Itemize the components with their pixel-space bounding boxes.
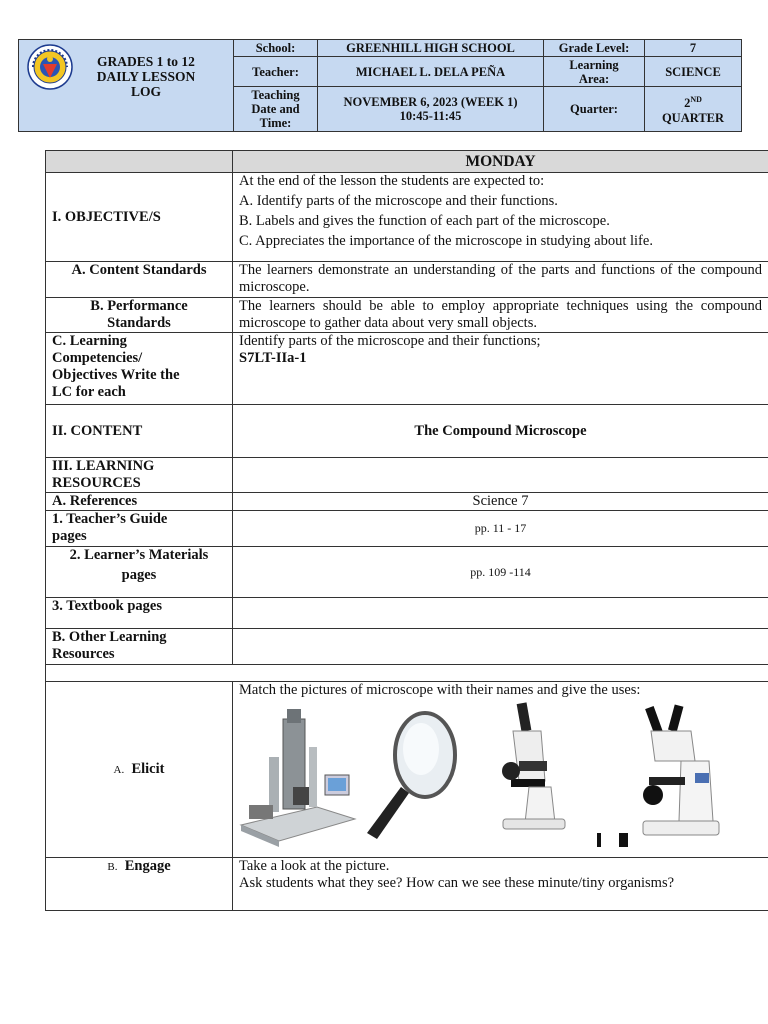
magnifying-glass-image: [361, 711, 461, 841]
area-value: SCIENCE: [645, 57, 742, 87]
engage-line2: Ask students what they see? How can we see these minute/tiny organisms?: [239, 875, 675, 891]
engage-label: B. Engage: [46, 858, 233, 911]
objective-item: A. Identify parts of the microscope and their functions.: [239, 193, 558, 209]
quarter-value: 2ND QUARTER: [645, 87, 742, 132]
teacher-label: Teacher:: [234, 57, 318, 87]
binocular-microscope-image: [625, 703, 725, 843]
content-standards-text: The learners demonstrate an understanding of the parts and functions of the compound microscope.: [233, 262, 768, 298]
school-label: School:: [234, 40, 318, 57]
objectives-cell: [233, 173, 768, 262]
content-standards-label: A. Content Standards: [46, 262, 233, 298]
dll-title: GRADES 1 to 12 DAILY LESSON LOG: [96, 54, 196, 99]
references-label: A. References: [46, 493, 233, 511]
date-value: NOVEMBER 6, 2023 (WEEK 1) 10:45-11:45: [318, 87, 544, 132]
performance-standards-text: The learners should be able to employ appropriate techniques using the compound microscope to gather data about very small objects.: [233, 298, 768, 333]
textbook-label: 3. Textbook pages: [46, 598, 233, 629]
matching-mark: [619, 833, 628, 847]
teachers-guide-label: 1. Teacher’s Guide pages: [46, 511, 233, 547]
grade-value: 7: [645, 40, 742, 57]
engage-cell: [233, 858, 768, 911]
microscope-pictures: [239, 699, 762, 849]
elicit-label: A. Elicit: [46, 682, 233, 858]
teachers-guide-value: pp. 11 - 17: [233, 511, 768, 547]
area-label: Learning Area:: [544, 57, 645, 87]
grade-label: Grade Level:: [544, 40, 645, 57]
objectives-intro: At the end of the lesson the students are expected to:: [239, 173, 545, 189]
content-value: The Compound Microscope: [233, 405, 768, 458]
competencies-cell: [233, 333, 768, 405]
school-value: GREENHILL HIGH SCHOOL: [318, 40, 544, 57]
electron-microscope-image: [239, 707, 359, 847]
matching-mark: [597, 833, 601, 847]
objective-item: B. Labels and gives the function of each part of the microscope.: [239, 213, 610, 229]
learners-materials-value: pp. 109 -114: [233, 547, 768, 598]
content-label: II. CONTENT: [46, 405, 233, 458]
other-resources-value: [233, 629, 768, 665]
date-label: Teaching Date and Time:: [234, 87, 318, 132]
day-blank-cell: [46, 151, 233, 173]
lesson-table: [45, 150, 768, 911]
resources-label: III. LEARNING RESOURCES: [46, 458, 233, 493]
header-table: [18, 39, 742, 132]
quarter-label: Quarter:: [544, 87, 645, 132]
competency-code: S7LT-IIa-1: [239, 350, 307, 366]
learners-materials-label: 2. Learner’s Materials pages: [46, 547, 233, 598]
day-heading: MONDAY: [233, 151, 768, 173]
engage-line1: Take a look at the picture.: [239, 858, 390, 874]
references-value: Science 7: [233, 493, 768, 511]
elicit-text: Match the pictures of microscope with their names and give the uses:: [239, 682, 641, 698]
competencies-text: Identify parts of the microscope and their functions;: [239, 333, 541, 349]
objective-item: C. Appreciates the importance of the microscope in studying about life.: [239, 233, 653, 249]
teacher-value: MICHAEL L. DELA PEÑA: [318, 57, 544, 87]
header-title-cell: [19, 40, 234, 132]
compound-microscope-image: [489, 701, 569, 836]
objectives-label: I. OBJECTIVE/S: [46, 173, 233, 262]
other-resources-label: B. Other Learning Resources: [46, 629, 233, 665]
performance-standards-label: B. Performance Standards: [46, 298, 233, 333]
spacer-row: [46, 665, 768, 682]
deped-seal-icon: [27, 44, 73, 90]
elicit-cell: [233, 682, 768, 858]
textbook-value: [233, 598, 768, 629]
resources-blank: [233, 458, 768, 493]
competencies-label: C. Learning Competencies/ Objectives Write the LC for each: [46, 333, 233, 405]
